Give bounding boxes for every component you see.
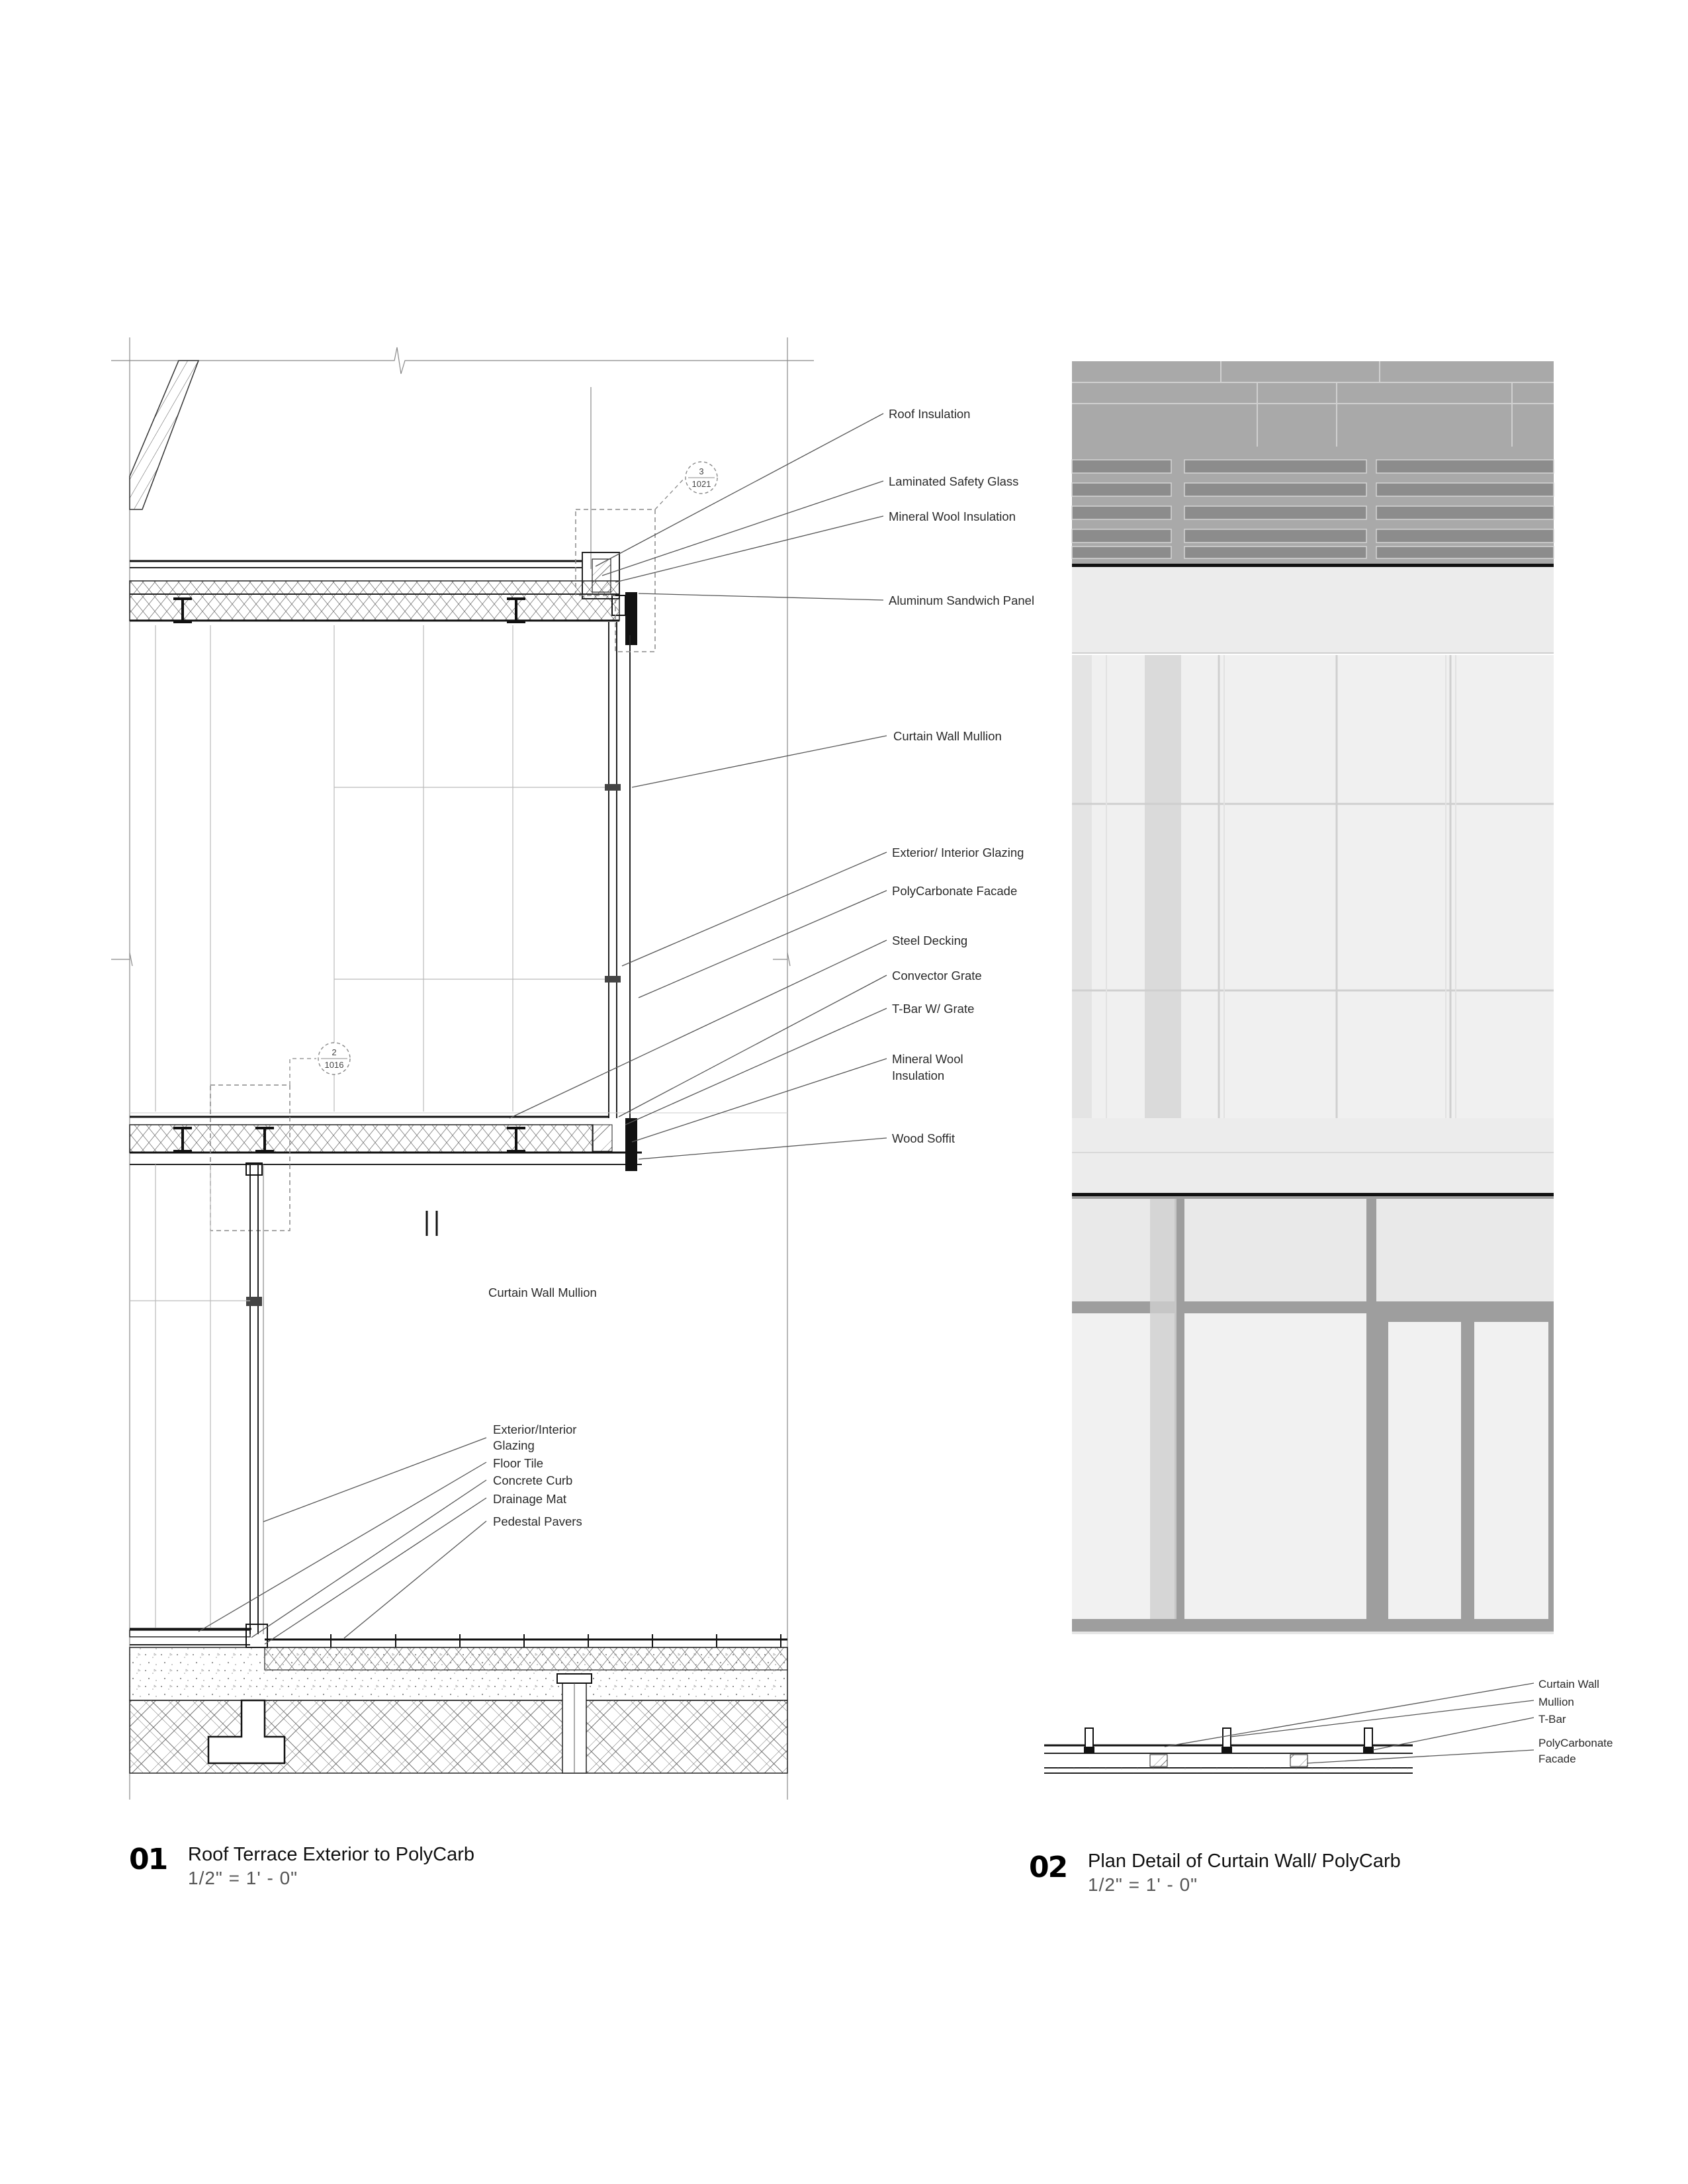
drawing-02-number: 02 (1029, 1851, 1067, 1884)
drawing-02-scale: 1/2" = 1' - 0" (1088, 1874, 1198, 1895)
label-mullion: Mullion (1538, 1696, 1574, 1708)
callout-3-number: 3 (699, 466, 704, 476)
drawing-01-number: 01 (129, 1843, 167, 1876)
label-ext-int-glazing-line2: Glazing (493, 1438, 535, 1452)
label-mineral-wool-line2: Insulation (892, 1069, 945, 1082)
section-drawing-01 (111, 337, 1034, 1888)
drawing-01-scale: 1/2" = 1' - 0" (188, 1868, 298, 1888)
label-floor-tile: Floor Tile (493, 1456, 544, 1470)
sloped-skylight (130, 361, 199, 509)
interior-elevation (155, 625, 609, 1112)
floor-slab-level-2 (130, 1113, 787, 1171)
label-polycarbonate-facade: PolyCarbonate Facade (892, 884, 1018, 898)
label-polycarbonate-line1: PolyCarbonate (1538, 1737, 1613, 1749)
callout-3-sheet: 1021 (691, 479, 711, 489)
curtain-wall-upper (605, 622, 630, 1118)
label-curtain-wall-mullion: Curtain Wall Mullion (893, 729, 1002, 743)
label-mineral-wool-insulation: Mineral Wool Insulation (889, 509, 1016, 523)
label-polycarbonate-line2: Facade (1538, 1753, 1576, 1765)
label-tbar-grate: T-Bar W/ Grate (892, 1002, 975, 1016)
label-roof-insulation: Roof Insulation (889, 407, 971, 421)
curtain-wall-lower (130, 1163, 437, 1634)
label-laminated-safety-glass: Laminated Safety Glass (889, 474, 1019, 488)
drawing-01-title: Roof Terrace Exterior to PolyCarb (188, 1844, 475, 1865)
roof-assembly (130, 552, 637, 645)
label-curtain-wall: Curtain Wall (1538, 1678, 1599, 1690)
label-drainage-mat: Drainage Mat (493, 1492, 567, 1506)
label-steel-decking: Steel Decking (892, 934, 968, 947)
callout-2-number: 2 (332, 1047, 337, 1057)
label-mineral-wool-line1: Mineral Wool (892, 1052, 963, 1066)
label-wood-soffit: Wood Soffit (892, 1131, 955, 1145)
label-pedestal-pavers: Pedestal Pavers (493, 1514, 582, 1528)
plan-detail (1044, 1683, 1534, 1773)
elevation-drawing-02 (1029, 361, 1613, 1895)
label-exterior-interior-glazing: Exterior/ Interior Glazing (892, 846, 1024, 859)
terrace-floor-assembly (130, 1624, 787, 1773)
label-curtain-wall-mullion-lower: Curtain Wall Mullion (488, 1286, 597, 1299)
label-tbar: T-Bar (1538, 1713, 1566, 1725)
callout-2-sheet: 1016 (324, 1060, 344, 1070)
label-convector-grate: Convector Grate (892, 969, 982, 983)
label-ext-int-glazing-line1: Exterior/Interior (493, 1422, 577, 1436)
label-concrete-curb: Concrete Curb (493, 1473, 573, 1487)
label-aluminum-sandwich-panel: Aluminum Sandwich Panel (889, 593, 1035, 607)
drawing-02-title: Plan Detail of Curtain Wall/ PolyCarb (1088, 1851, 1401, 1872)
detail-callout-3 (576, 462, 717, 652)
